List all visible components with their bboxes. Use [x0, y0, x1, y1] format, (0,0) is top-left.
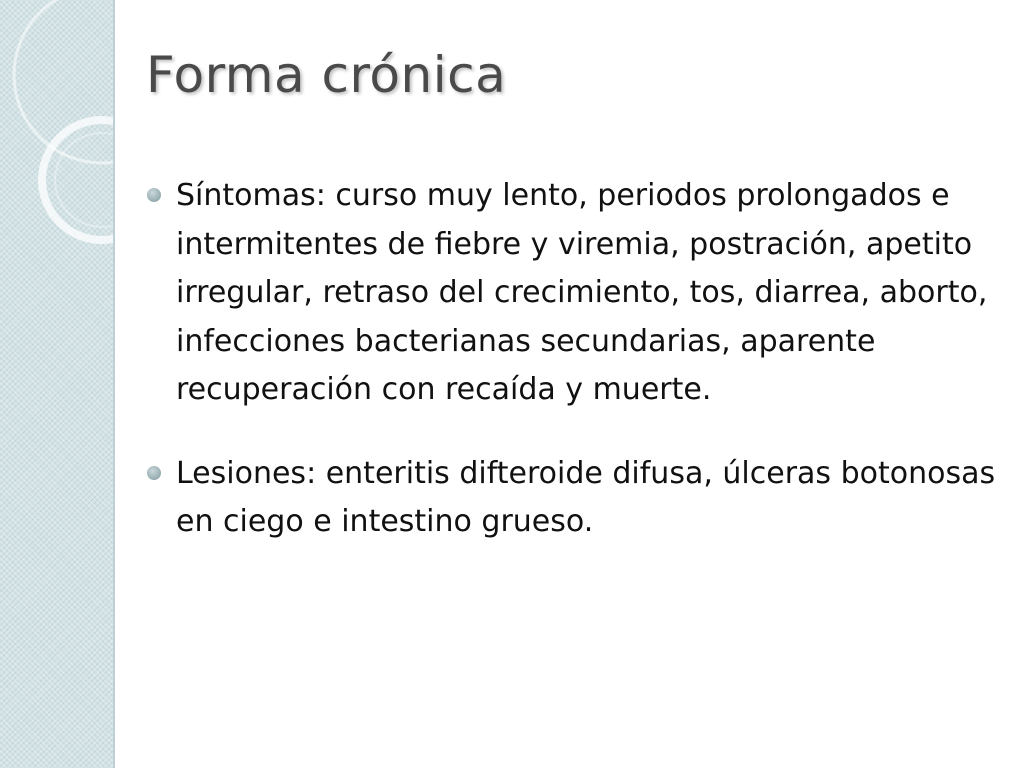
- bullet-dot-icon: [147, 188, 161, 202]
- side-panel-edge: [113, 0, 115, 768]
- slide-title: Forma crónica: [146, 46, 507, 104]
- bullet-list: [146, 172, 1016, 547]
- bullet-text: Síntomas: curso muy lento, periodos prolongados e intermitentes de fiebre y viremia, postración, apetito irregular, retraso del crecimiento, tos, diarrea, aborto, infecciones bacterianas secundarias, aparente recuperación con recaída y muerte.: [176, 178, 988, 407]
- bullet-item-lesiones: [146, 450, 1016, 547]
- bullet-item-sintomas: [146, 172, 1016, 415]
- bullet-text: Lesiones: enteritis difteroide difusa, úlceras botonosas en ciego e intestino grueso.: [176, 455, 996, 539]
- decorative-side-panel: [0, 0, 113, 768]
- decorative-rings: [0, 0, 113, 768]
- bullet-dot-icon: [147, 466, 161, 480]
